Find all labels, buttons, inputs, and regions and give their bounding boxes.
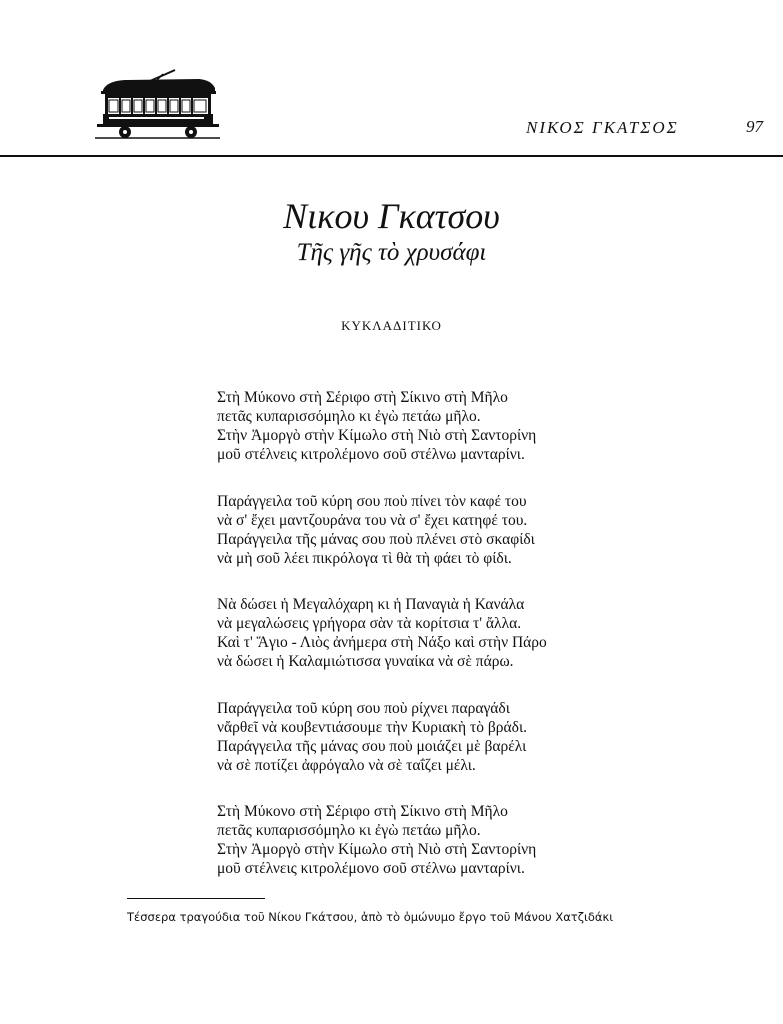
poem-line: Νὰ δώσει ἡ Μεγαλόχαρη κι ἡ Παναγιὰ ἡ Κανάλα	[217, 596, 525, 613]
poem-line: πετᾶς κυπαρισσόμηλο κι ἐγὼ πετάω μῆλο.	[217, 408, 481, 425]
page-number: 97	[746, 117, 763, 136]
poem-line: νὰ δώσει ἡ Καλαμιώτισσα γυναίκα νὰ σὲ πάρω.	[217, 653, 514, 670]
poem-line: Παράγγειλα τοῦ κύρη σου ποὺ ρίχνει παραγάδι	[217, 699, 510, 717]
poem-line: Στὴ Μύκονο στὴ Σέριφο στὴ Σίκινο στὴ Μῆλο	[217, 389, 508, 406]
poem-line: νὰ σ' ἔχει μαντζουράνα του νὰ σ' ἔχει κατηφέ του.	[217, 511, 528, 529]
poem-line: Καὶ τ' Ἅγιο - Λιὸς ἀνήμερα στὴ Νάξο καὶ στὴν Πάρο	[217, 634, 547, 651]
poem-collection-subtitle: Τῆς γῆς τὸ χρυσάφι	[296, 239, 487, 266]
tram-icon	[95, 68, 220, 140]
stanza	[217, 699, 657, 775]
running-head: ΝΙΚΟΣ ΓΚΑΤΣΟΣ	[526, 118, 679, 137]
poem-line: Παράγγειλα τῆς μάνας σου ποὺ πλένει στὸ σκαφίδι	[217, 530, 535, 548]
poem-author-title: Νικου Γκατσου	[283, 196, 500, 236]
poem-line: Παράγγειλα τοῦ κύρη σου ποὺ πίνει τὸν καφέ του	[217, 492, 527, 510]
poem-line: νὰ μεγαλώσεις γρήγορα σὰν τὰ κορίτσια τ' ἄλλα.	[217, 615, 522, 632]
poem-body	[217, 388, 657, 906]
poem-line: Στὴν Ἀμοργὸ στὴν Κίμωλο στὴ Νιὸ στὴ Σαντορίνη	[217, 841, 537, 858]
stanza	[217, 492, 657, 568]
stanza	[217, 595, 657, 671]
poem-line: πετᾶς κυπαρισσόμηλο κι ἐγὼ πετάω μῆλο.	[217, 822, 481, 839]
poem-line: Στὴν Ἀμοργὸ στὴν Κίμωλο στὴ Νιὸ στὴ Σαντορίνη	[217, 427, 537, 444]
poem-line: Στὴ Μύκονο στὴ Σέριφο στὴ Σίκινο στὴ Μῆλο	[217, 803, 508, 820]
poem-line: μοῦ στέλνεις κιτρολέμονο σοῦ στέλνω μανταρίνι.	[217, 446, 525, 463]
footnote-rule	[127, 898, 265, 899]
poem-line: νὰ σὲ ποτίζει ἀφρόγαλο νὰ σὲ ταΐζει μέλι.	[217, 756, 476, 774]
stanza	[217, 388, 657, 464]
poem-line: νἄρθεῖ νὰ κουβεντιάσουμε τὴν Κυριακὴ τὸ βράδι.	[217, 718, 527, 736]
poem-line: Παράγγειλα τῆς μάνας σου ποὺ μοιάζει μὲ βαρέλι	[217, 737, 527, 755]
header-rule	[0, 155, 783, 157]
stanza	[217, 802, 657, 878]
poem-line: νὰ μὴ σοῦ λέει πικρόλογα τὶ θὰ τὴ φάει τὸ φίδι.	[217, 549, 512, 567]
footnote: Τέσσερα τραγούδια τοῦ Νίκου Γκάτσου, ἀπὸ τὸ ὁμώνυμο ἔργο τοῦ Μάνου Χατζιδάκι	[127, 910, 614, 924]
poem-line: μοῦ στέλνεις κιτρολέμονο σοῦ στέλνω μανταρίνι.	[217, 860, 525, 877]
section-title: ΚΥΚΛΑΔΙΤΙΚΟ	[341, 318, 442, 333]
